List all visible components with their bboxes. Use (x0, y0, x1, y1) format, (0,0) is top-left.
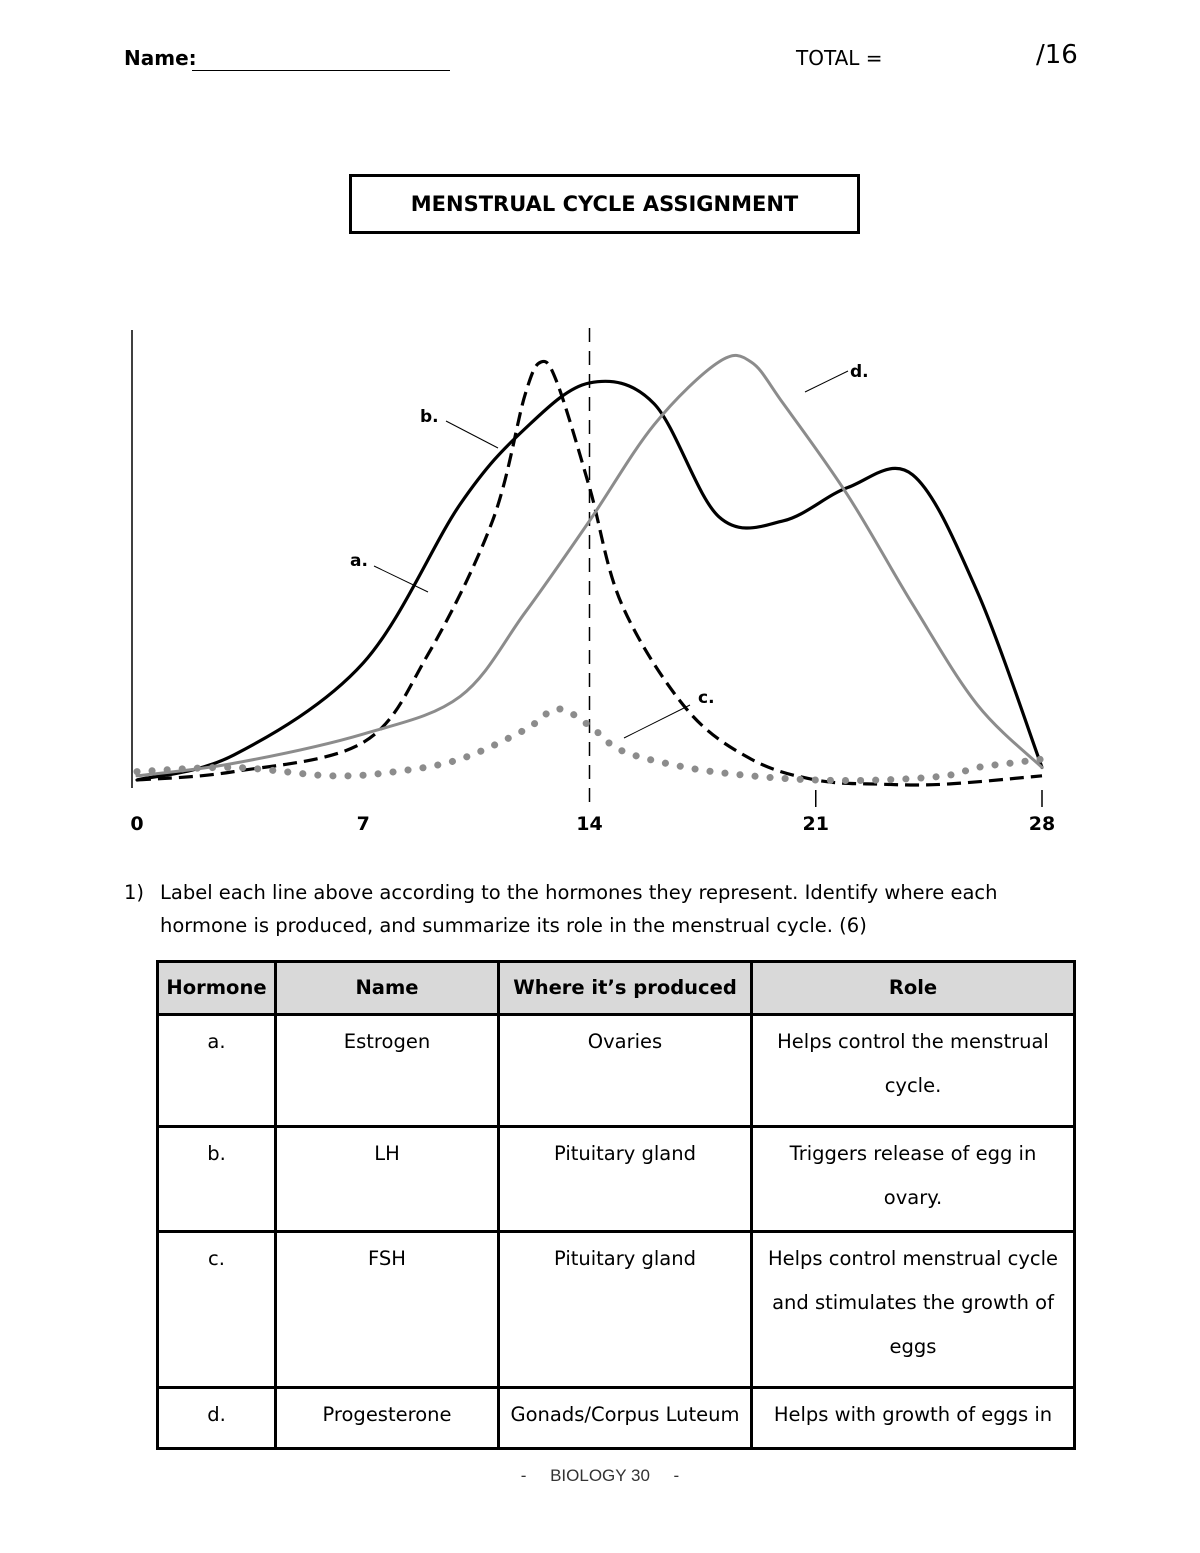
cell-where[interactable]: Ovaries (499, 1015, 752, 1127)
table-row (158, 1388, 1075, 1449)
header-name: Name (276, 962, 499, 1015)
header-role: Role (752, 962, 1075, 1015)
table-row (158, 1127, 1075, 1232)
header-hormone: Hormone (158, 962, 276, 1015)
cell-role[interactable]: Helps with growth of eggs in (752, 1388, 1075, 1449)
x-tick-label: 14 (576, 813, 603, 835)
question-number: 1) (124, 881, 145, 904)
hormone-table (156, 960, 1076, 1450)
label-leader-line (374, 566, 428, 592)
series-label-d: d. (850, 362, 869, 382)
cell-where[interactable]: Gonads/Corpus Luteum (499, 1388, 752, 1449)
label-leader-line (805, 371, 848, 392)
cell-hormone: d. (158, 1388, 276, 1449)
name-blank-line[interactable] (192, 70, 450, 71)
cell-role[interactable]: Helps control menstrual cycle and stimulates the growth of eggs (752, 1232, 1075, 1388)
cell-role[interactable]: Triggers release of egg in ovary. (752, 1127, 1075, 1232)
page-title: MENSTRUAL CYCLE ASSIGNMENT (349, 174, 860, 234)
table-row (158, 1015, 1075, 1127)
table-header-row (158, 962, 1075, 1015)
series-label-a: a. (350, 551, 368, 571)
x-tick-label: 7 (356, 813, 370, 835)
label-leader-line (446, 421, 498, 448)
cell-hormone: c. (158, 1232, 276, 1388)
cell-name[interactable]: FSH (276, 1232, 499, 1388)
name-label: Name: (124, 46, 197, 70)
x-tick-label: 28 (1028, 813, 1056, 835)
header-where: Where it’s produced (499, 962, 752, 1015)
cell-name[interactable]: LH (276, 1127, 499, 1232)
total-label: TOTAL = (796, 46, 883, 70)
page-footer: - BIOLOGY 30 - (520, 1466, 680, 1485)
total-score: /16 (1036, 40, 1078, 70)
series-label-b: b. (420, 407, 439, 427)
cell-hormone: b. (158, 1127, 276, 1232)
cell-where[interactable]: Pituitary gland (499, 1127, 752, 1232)
x-tick-label: 0 (130, 813, 144, 835)
question-text: Label each line above according to the hormones they represent. Identify where each hormone is produced, and summarize its role in the menstrual cycle. (6) (160, 881, 998, 937)
cell-where[interactable]: Pituitary gland (499, 1232, 752, 1388)
hormone-chart (0, 300, 1200, 850)
cell-hormone: a. (158, 1015, 276, 1127)
cell-role[interactable]: Helps control the menstrual cycle. (752, 1015, 1075, 1127)
series-label-c: c. (698, 688, 715, 708)
x-tick-label: 21 (802, 813, 829, 835)
table-row (158, 1232, 1075, 1388)
label-leader-line (624, 705, 690, 738)
cell-name[interactable]: Progesterone (276, 1388, 499, 1449)
cell-name[interactable]: Estrogen (276, 1015, 499, 1127)
